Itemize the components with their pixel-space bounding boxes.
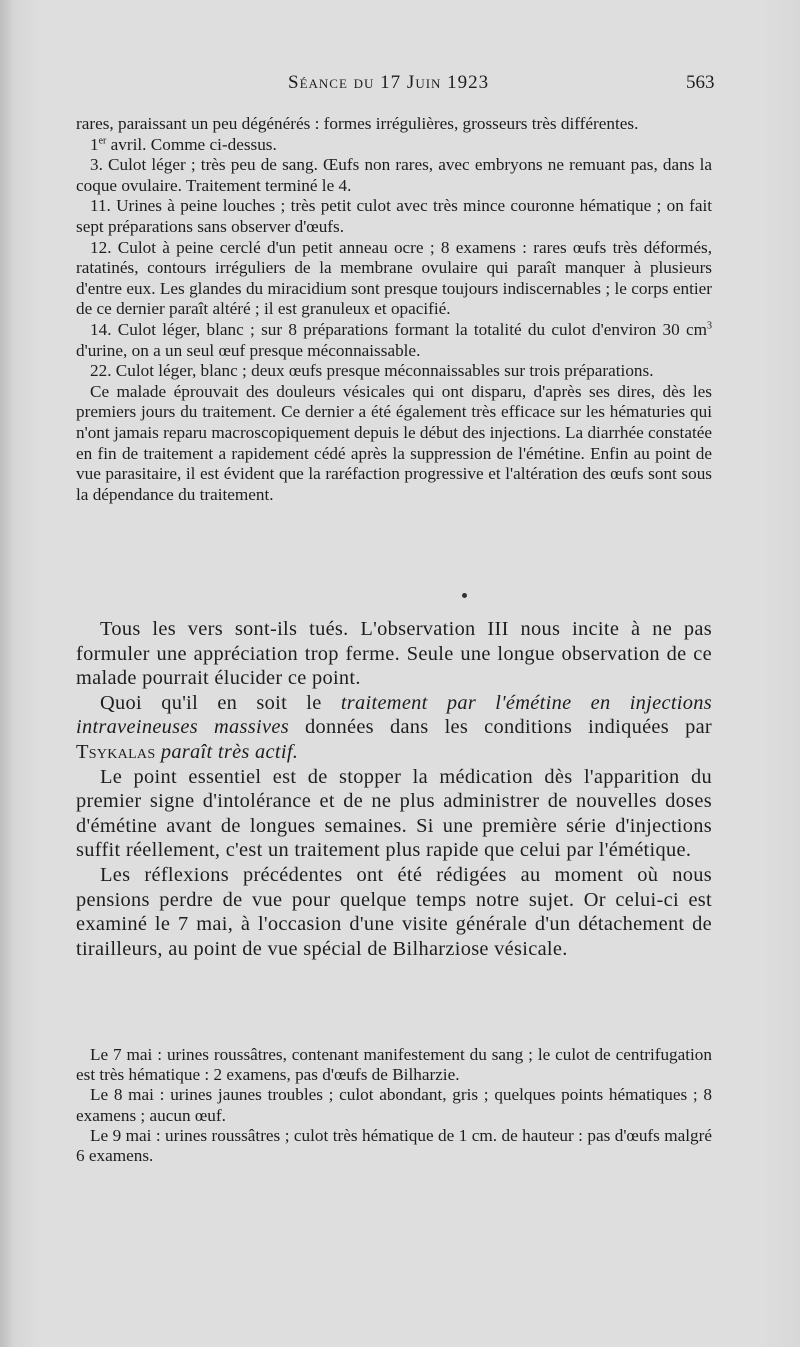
paragraph: Le 8 mai : urines jaunes troubles ; culot abondant, gris ; quelques points hématiques ; 8 examens ; aucun œuf. [76,1085,712,1125]
paragraph-text: Quoi qu'il en soit le [100,691,341,714]
paragraph-text: données dans les conditions indiquées par [288,716,713,739]
running-header [0,72,800,98]
author-name: Tsykalas [76,740,156,763]
paragraph: Le 7 mai : urines roussâtres, contenant manifestement du sang ; le culot de centrifugation est très hématique : 2 examens, pas d'œufs de Bilharzie. [76,1045,712,1085]
paragraph-text: avril. Comme ci-dessus. [106,134,277,154]
paragraph-text: d'urine, on a un seul œuf presque méconnaissable. [76,340,421,360]
paragraph: 22. Culot léger, blanc ; deux œufs presque méconnaissables sur trois préparations. [90,361,654,381]
paragraph: 3. Culot léger ; très peu de sang. Œufs non rares, avec embryons ne remuant pas, dans la coque ovulaire. Traitement terminé le 4. [76,155,712,195]
separator-dot [462,593,467,598]
paragraph: Le point essentiel est de stopper la médication dès l'apparition du premier signe d'intolérance et de ne plus administrer de nouvelles doses d'émétine avant de longues semaines. Si une première série d'injections suffit réellement, c'est un traitement plus rapide que celui par l'émétique. [76,765,712,862]
discussion-text [76,617,712,961]
observation-notes [76,114,712,505]
paragraph: Tous les vers sont-ils tués. L'observation III nous incite à ne pas formuler une appréciation trop ferme. Seule une longue observation de ce malade pourrait élucider ce point. [76,618,712,690]
paragraph [76,135,712,156]
paragraph-text: 14. Culot léger, blanc ; sur 8 préparations formant la totalité du culot d'environ 30 cm [90,319,707,339]
italic-text: paraît très actif. [155,740,299,763]
paragraph: 12. Culot à peine cerclé d'un petit anneau ocre ; 8 examens : rares œufs très déformés, ratatinés, contours irréguliers de la membrane ovulaire qui paraît manquer à plusieurs d'entre eux. Les glandes du miracidium sont presque toujours indiscernables ; le corps entier de ce dernier paraît altéré ; il est granuleux et opacifié. [76,237,712,319]
superscript: 3 [707,320,712,332]
paragraph: Le 9 mai : urines roussâtres ; culot très hématique de 1 cm. de hauteur : pas d'œufs malgré 6 examens. [76,1125,712,1166]
paragraph [76,691,712,765]
paragraph [76,320,712,361]
day-number: 1 [90,134,99,154]
paragraph: rares, paraissant un peu dégénérés : formes irrégulières, grosseurs très différentes. [76,114,639,133]
followup-notes [76,1045,712,1166]
header-title: Séance du 17 Juin 1923 [288,72,490,93]
paragraph: Ce malade éprouvait des douleurs vésicales qui ont disparu, d'après ses dires, dès les premiers jours du traitement. Ce dernier a été également très efficace sur les hématuries qui n'ont jamais reparu macroscopiquement depuis le début des injections. La diarrhée constatée en fin de traitement a rapidement cédé après la suppression de l'émétine. Enfin au point de vue parasitaire, il est évident que la raréfaction progressive et l'altération des œufs sont sous la dépendance du traitement. [76,381,712,504]
paragraph: Les réflexions précédentes ont été rédigées au moment où nous pensions perdre de vue pour quelque temps notre sujet. Or celui-ci est examiné le 7 mai, à l'occasion d'une visite générale d'un détachement de tirailleurs, au point de vue spécial de Bilharziose vésicale. [76,863,712,960]
page-number: 563 [686,72,715,93]
paragraph: 11. Urines à peine louches ; très petit culot avec très mince couronne hématique ; on fait sept préparations sans observer d'œufs. [76,196,712,236]
italic-text: traitement par l'émétine en injections intraveineuses massives [76,691,712,739]
superscript: er [98,134,107,146]
